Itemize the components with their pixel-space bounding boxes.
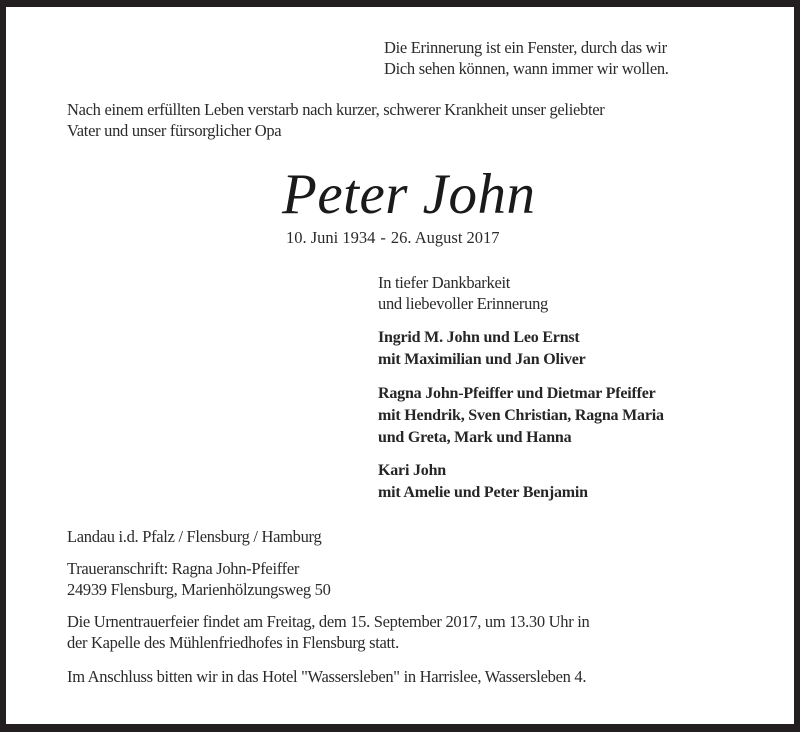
address-line: 24939 Flensburg, Marienhölzungsweg 50 [67, 579, 331, 599]
family-line: mit Hendrik, Sven Christian, Ragna Maria [378, 407, 664, 424]
family-line: mit Amelie und Peter Benjamin [378, 484, 588, 501]
mourning-address [67, 559, 331, 600]
thanks-line: In tiefer Dankbarkeit [378, 273, 511, 292]
memorial-quote [384, 38, 669, 79]
ceremony-line: der Kapelle des Mühlenfriedhofes in Flensburg statt. [67, 632, 399, 652]
family-line: Ragna John-Pfeiffer und Dietmar Pfeiffer [378, 385, 656, 402]
thanks-line: und liebevoller Erinnerung [378, 293, 548, 313]
quote-line: Die Erinnerung ist ein Fenster, durch das wir [384, 38, 667, 57]
intro-line: Vater und unser fürsorglicher Opa [67, 120, 282, 140]
family-line: mit Maximilian und Jan Oliver [378, 351, 586, 368]
family-line: Kari John [378, 462, 446, 479]
quote-line: Dich sehen können, wann immer wir wollen. [384, 58, 669, 78]
life-dates [286, 228, 500, 249]
deceased-name: Peter John [282, 163, 536, 226]
family-line: und Greta, Mark und Hanna [378, 429, 572, 446]
family-group [378, 383, 664, 449]
obituary-notice [6, 7, 794, 724]
thanks-text [378, 273, 548, 314]
intro-line: Nach einem erfüllten Leben verstarb nach kurzer, schwerer Krankheit unser geliebter [67, 100, 605, 119]
date-separator: - [380, 228, 386, 247]
address-line: Traueranschrift: Ragna John-Pfeiffer [67, 559, 300, 578]
death-date: 26. August 2017 [390, 228, 500, 247]
family-line: Ingrid M. John und Leo Ernst [378, 329, 580, 346]
reception-info: Im Anschluss bitten wir in das Hotel "Wassersleben" in Harrislee, Wassersleben 4. [67, 667, 587, 686]
ceremony-line: Die Urnentrauerfeier findet am Freitag, dem 15. September 2017, um 13.30 Uhr in [67, 612, 590, 631]
intro-text [67, 100, 604, 141]
ceremony-info [67, 612, 589, 653]
places-line: Landau i.d. Pfalz / Flensburg / Hamburg [67, 527, 322, 546]
family-group [378, 460, 588, 504]
family-group [378, 327, 586, 371]
birth-date: 10. Juni 1934 [286, 228, 376, 247]
